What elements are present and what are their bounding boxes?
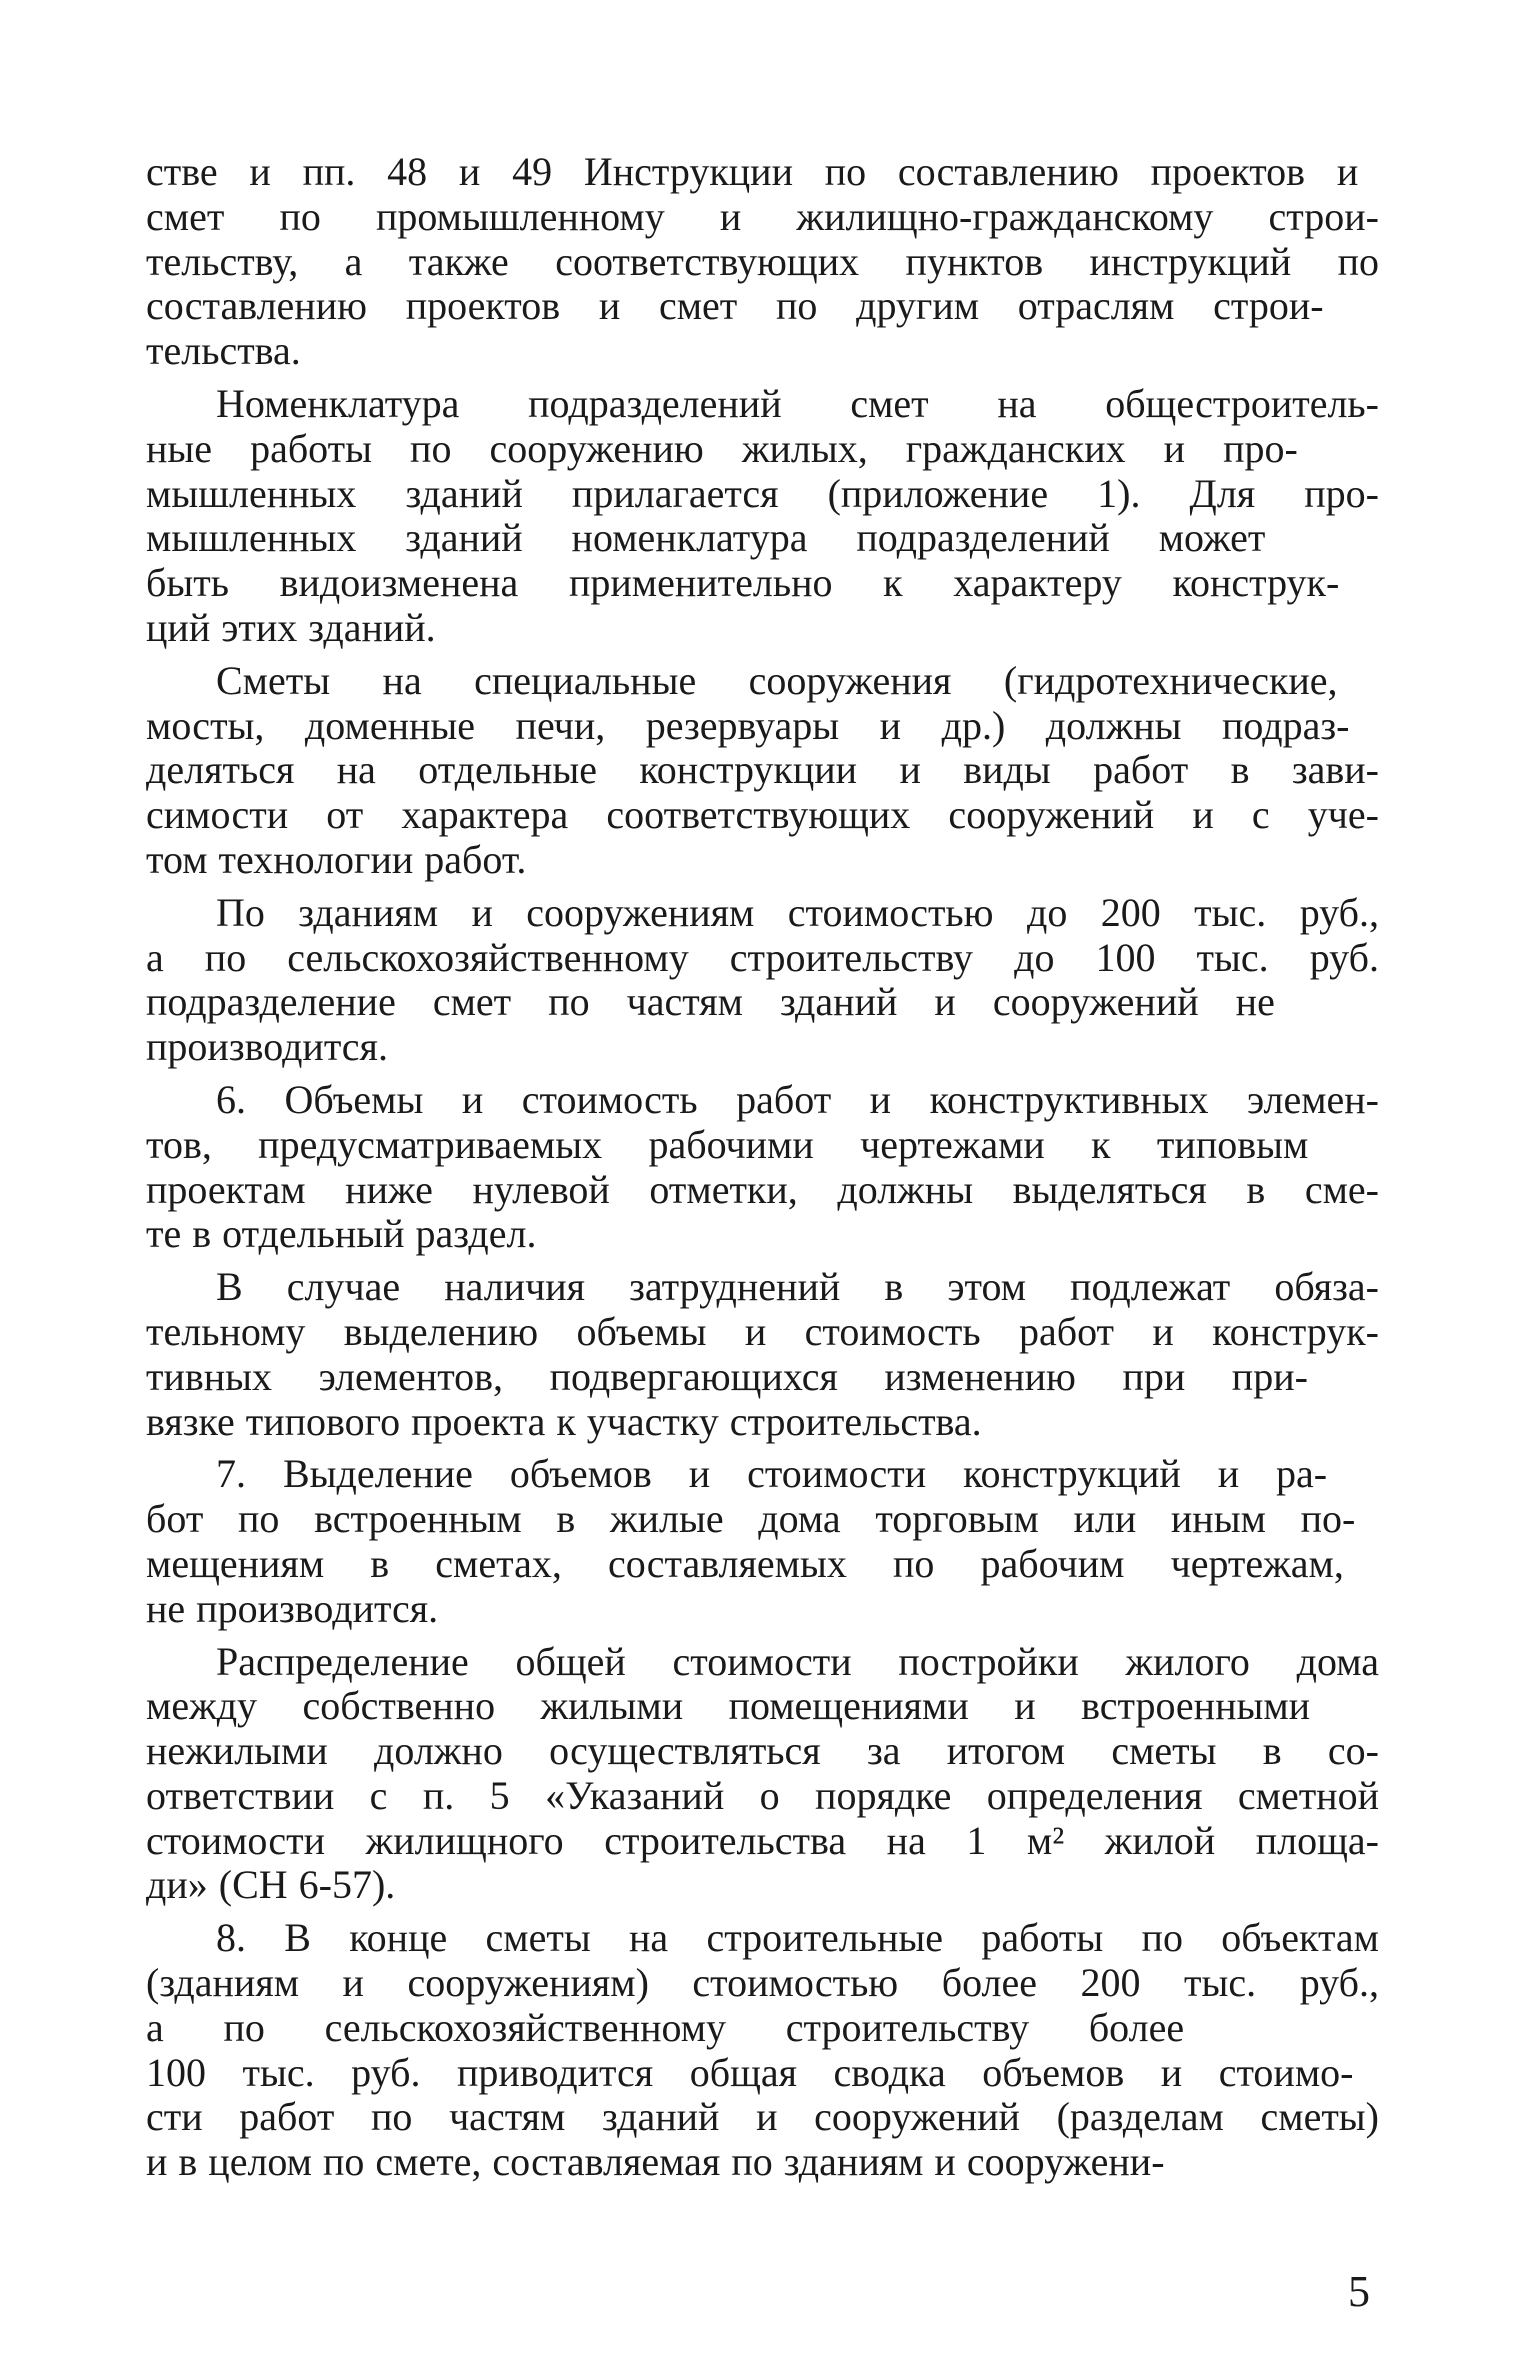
- text-line: ди» (СН 6-57).: [146, 1862, 396, 1908]
- paragraph: [146, 1078, 1379, 1257]
- text-line: 8. В конце сметы на строительные работы по объектам: [216, 1915, 1379, 1961]
- text-line: ций этих зданий.: [146, 604, 436, 650]
- paragraph: [146, 150, 1379, 374]
- text-line: (зданиям и сооружениям) стоимостью более 200 тыс. руб.,: [146, 1960, 1379, 2006]
- text-line: ные работы по сооружению жилых, гражданских и про-: [146, 425, 1298, 471]
- text-line: и в целом по смете, составляемая по зданиям и сооружени-: [146, 2139, 1165, 2185]
- page-body: [146, 150, 1379, 2185]
- text-line: 6. Объемы и стоимость работ и конструктивных элемен-: [216, 1076, 1379, 1122]
- text-line: вязке типового проекта к участку строительства.: [146, 1398, 982, 1444]
- text-line: том технологии работ.: [146, 836, 527, 882]
- text-line: бот по встроенным в жилые дома торговым или иным по-: [146, 1496, 1356, 1542]
- text-line: а по сельскохозяйственному строительству до 100 тыс. руб.: [146, 934, 1379, 980]
- text-line: стве и пп. 48 и 49 Инструкции по составлению проектов и: [146, 149, 1359, 194]
- paragraph: [146, 659, 1379, 883]
- text-line: симости от характера соответствующих сооружений и с уче-: [146, 792, 1379, 838]
- text-line: не производится.: [146, 1585, 439, 1631]
- text-line: деляться на отдельные конструкции и виды работ в зави-: [146, 747, 1379, 793]
- text-line: смет по промышленному и жилищно-гражданскому строи-: [146, 193, 1379, 239]
- text-line: между собственно жилыми помещениями и встроенными: [146, 1683, 1311, 1729]
- page-number: 5: [1348, 2267, 1370, 2316]
- text-line: составлению проектов и смет по другим отраслям строи-: [146, 283, 1324, 329]
- paragraph: [146, 891, 1379, 1070]
- text-line: проектам ниже нулевой отметки, должны выделяться в сме-: [146, 1166, 1379, 1212]
- text-line: Сметы на специальные сооружения (гидротехнические,: [216, 657, 1338, 703]
- text-line: тов, предусматриваемых рабочими чертежами к типовым: [146, 1121, 1309, 1167]
- text-line: В случае наличия затруднений в этом подлежат обяза-: [216, 1264, 1379, 1310]
- text-line: те в отдельный раздел.: [146, 1211, 537, 1257]
- text-line: Распределение общей стоимости постройки жилого дома: [216, 1638, 1379, 1684]
- text-line: мышленных зданий прилагается (приложение 1). Для про-: [146, 470, 1379, 516]
- text-line: мосты, доменные печи, резервуары и др.) должны подраз-: [146, 702, 1350, 748]
- text-line: тивных элементов, подвергающихся изменению при при-: [146, 1353, 1308, 1399]
- text-line: тельному выделению объемы и стоимость работ и конструк-: [146, 1308, 1379, 1354]
- text-line: производится.: [146, 1024, 388, 1070]
- paragraph: [146, 1265, 1379, 1444]
- text-line: мещениям в сметах, составляемых по рабочим чертежам,: [146, 1540, 1344, 1586]
- paragraph: [146, 1640, 1379, 1909]
- text-line: тельства.: [146, 328, 301, 374]
- text-line: мышленных зданий номенклатура подразделений может: [146, 515, 1266, 561]
- text-line: подразделение смет по частям зданий и сооружений не: [146, 979, 1275, 1025]
- text-line: сти работ по частям зданий и сооружений (разделам сметы): [146, 2094, 1379, 2140]
- text-line: а по сельскохозяйственному строительству более: [146, 2004, 1185, 2050]
- paragraph: [146, 1916, 1379, 2185]
- text-line: тельству, а также соответствующих пунктов инструкций по: [146, 238, 1379, 284]
- text-line: 100 тыс. руб. приводится общая сводка объемов и стоимо-: [146, 2049, 1354, 2095]
- paragraph: [146, 382, 1379, 651]
- text-line: По зданиям и сооружениям стоимостью до 200 тыс. руб.,: [216, 889, 1379, 935]
- paragraph: [146, 1452, 1379, 1631]
- text-line: ответствии с п. 5 «Указаний о порядке определения сметной: [146, 1772, 1379, 1818]
- text-line: 7. Выделение объемов и стоимости конструкций и ра-: [216, 1451, 1328, 1497]
- text-line: Номенклатура подразделений смет на общестроитель-: [216, 380, 1379, 426]
- text-line: нежилыми должно осуществляться за итогом сметы в со-: [146, 1728, 1379, 1774]
- text-line: быть видоизменена применительно к характеру конструк-: [146, 560, 1340, 606]
- text-line: стоимости жилищного строительства на 1 м² жилой площа-: [146, 1817, 1379, 1863]
